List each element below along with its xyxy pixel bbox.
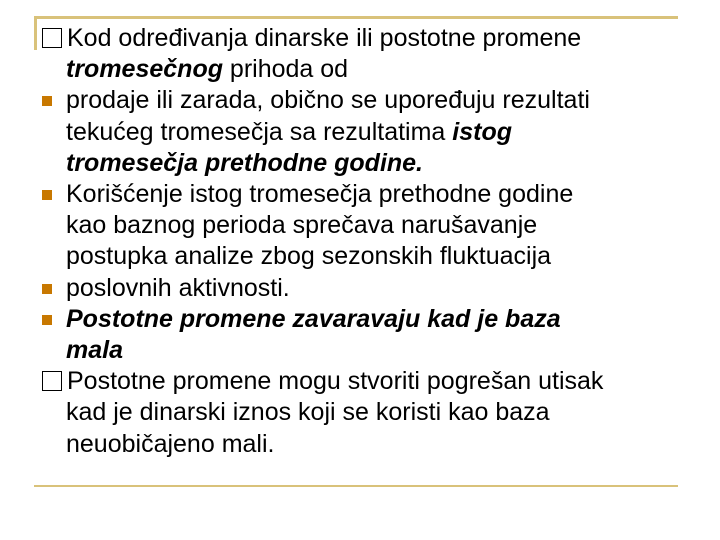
bullet-line (66, 179, 573, 210)
text-run: poslovnih aktivnosti. (66, 273, 290, 302)
text-run: tromesečnog (66, 55, 223, 84)
bullet-line (66, 273, 290, 304)
bottom-rule (34, 485, 678, 487)
text-run: postupka analize zbog sezonskih fluktuacija (66, 242, 552, 271)
text-run: Korišćenje istog tromesečja prethodne godine (66, 180, 574, 208)
square-bullet-icon (42, 96, 52, 106)
paragraph-line (66, 54, 348, 85)
paragraph-line (66, 429, 274, 460)
text-run: prihoda od (222, 55, 349, 84)
text-run: neuobičajeno mali. (66, 429, 275, 458)
square-bullet-icon (42, 190, 52, 200)
text-run: Postotne promene mogu stvoriti pogrešan utisak (67, 367, 604, 396)
text-run: kad je dinarski iznos koji se koristi kao baza (66, 398, 550, 427)
top-rule (34, 16, 678, 19)
square-bullet-icon (42, 284, 52, 294)
text-run: Postotne promene zavaravaju kad je baza (66, 304, 561, 333)
text-run: prodaje ili zarada, obično se upoređuju rezultati (66, 86, 590, 115)
checkbox-glyph-icon (42, 371, 62, 391)
text-run: tekućeg tromesečja sa rezultatima (66, 117, 453, 146)
bullet-line (66, 304, 561, 335)
text-run: istog (452, 117, 512, 146)
paragraph-line (66, 397, 550, 428)
text-run: kao baznog perioda sprečava narušavanje (66, 211, 538, 240)
text-run: Kod određivanja dinarske ili postotne promene (67, 24, 582, 52)
bullet-line (66, 241, 551, 272)
bullet-line (66, 148, 423, 179)
square-bullet-icon (42, 315, 52, 325)
text-run: mala (66, 336, 123, 364)
paragraph-line (42, 23, 581, 54)
bullet-line (66, 210, 537, 241)
left-rule (34, 16, 37, 50)
paragraph-line (42, 366, 603, 397)
bullet-line (66, 117, 512, 148)
bullet-line (66, 85, 590, 116)
checkbox-glyph-icon (42, 28, 62, 48)
text-run: tromesečja prethodne godine. (66, 148, 424, 177)
bullet-line (66, 335, 123, 366)
